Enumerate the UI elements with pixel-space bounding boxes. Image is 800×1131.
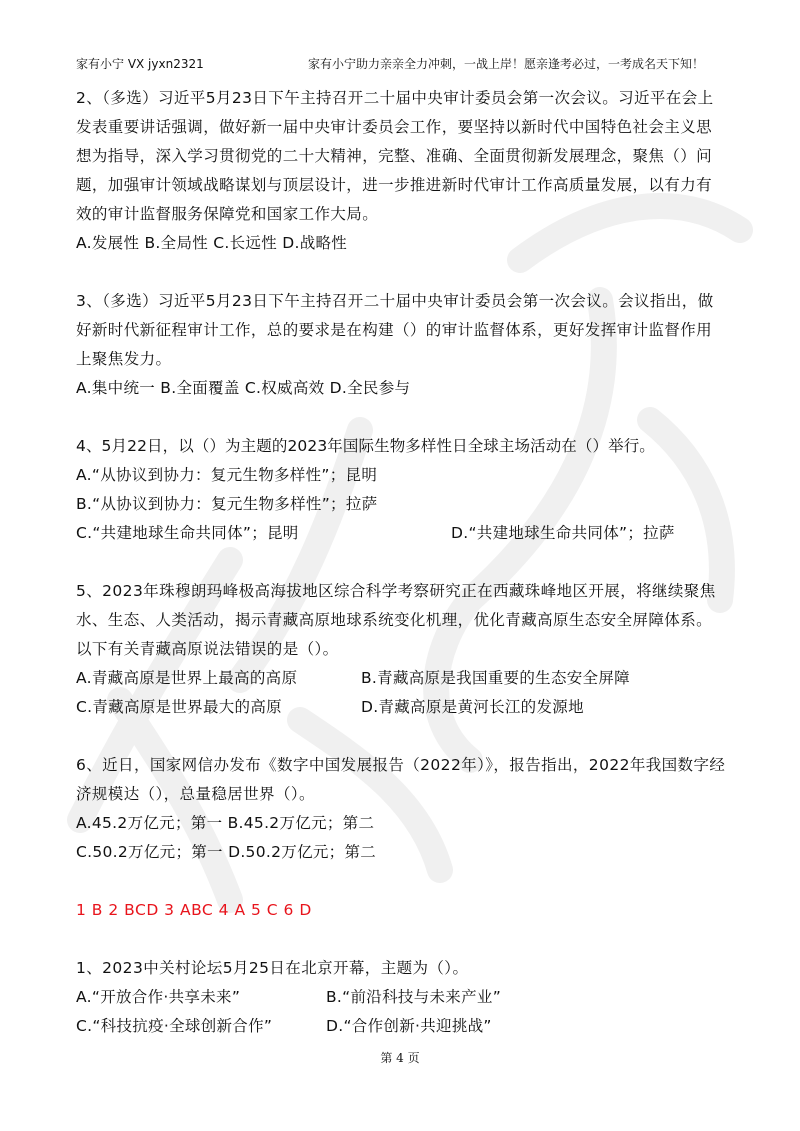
answer-key: 1 B 2 BCD 3 ABC 4 A 5 C 6 D bbox=[76, 901, 312, 919]
option-a: A.青藏高原是世界上最高的高原 bbox=[76, 669, 298, 687]
question-6 bbox=[76, 751, 726, 867]
option-a: A.“开放合作·共享未来” bbox=[76, 988, 241, 1006]
option-row bbox=[76, 1012, 726, 1041]
option-row bbox=[76, 664, 726, 693]
header-left-text: 家有小宁 VX jyxn2321 bbox=[76, 57, 204, 71]
question-text: 1、2023中关村论坛5月25日在北京开幕，主题为（）。 bbox=[76, 959, 469, 977]
question-text: 6、近日，国家网信办发布《数字中国发展报告（2022年）》，报告指出，2022年我国数字经济规模达（），总量稳居世界（）。 bbox=[76, 756, 726, 803]
question-2 bbox=[76, 84, 726, 258]
options-line-1: A.45.2万亿元；第一 B.45.2万亿元；第二 bbox=[76, 814, 375, 832]
question-5 bbox=[76, 577, 726, 722]
option-b: B.青藏高原是我国重要的生态安全屏障 bbox=[361, 669, 630, 687]
header-right-text: 家有小宁助力亲亲全力冲刺，一战上岸！愿亲逢考必过，一考成名天下知！ bbox=[308, 57, 705, 71]
question-3 bbox=[76, 287, 726, 403]
question-options: A.集中统一 B.全面覆盖 C.权威高效 D.全民参与 bbox=[76, 379, 411, 397]
page-content bbox=[76, 84, 726, 1070]
page-number: 第 4 页 bbox=[380, 1051, 420, 1065]
option-row bbox=[76, 983, 726, 1012]
page-header bbox=[76, 55, 736, 75]
question-text: 5、2023年珠穆朗玛峰极高海拔地区综合科学考察研究正在西藏珠峰地区开展，将继续聚焦水、生态、人类活动，揭示青藏高原地球系统变化机理，优化青藏高原生态安全屏障体系。以下有关青藏高原说法错误的是（）。 bbox=[76, 582, 716, 658]
question-options: A.发展性 B.全局性 C.长远性 D.战略性 bbox=[76, 234, 348, 252]
option-b: B.“从协议到协力：复元生物多样性”；拉萨 bbox=[76, 495, 378, 513]
option-d: D.青藏高原是黄河长江的发源地 bbox=[361, 698, 584, 716]
option-c: C.“科技抗疫·全球创新合作” bbox=[76, 1017, 273, 1035]
option-d: D.“共建地球生命共同体”；拉萨 bbox=[451, 524, 675, 542]
option-row bbox=[76, 693, 726, 722]
option-a: A.“从协议到协力：复元生物多样性”；昆明 bbox=[76, 466, 378, 484]
option-c: C.“共建地球生命共同体”；昆明 bbox=[76, 524, 299, 542]
options-line-2: C.50.2万亿元；第一 D.50.2万亿元；第二 bbox=[76, 843, 377, 861]
question-text: 2、（多选）习近平5月23日下午主持召开二十届中央审计委员会第一次会议。习近平在会上发表重要讲话强调，做好新一届中央审计委员会工作，要坚持以新时代中国特色社会主义思想为指导，深入学习贯彻党的二十大精神，完整、准确、全面贯彻新发展理念，聚焦（）问题，加强审计领域战略谋划与顶层设计，进一步推进新时代审计工作高质量发展，以有力有效的审计监督服务保障党和国家工作大局。 bbox=[76, 89, 714, 223]
option-b: B.“前沿科技与未来产业” bbox=[326, 988, 502, 1006]
option-c: C.青藏高原是世界最大的高原 bbox=[76, 698, 282, 716]
option-d: D.“合作创新·共迎挑战” bbox=[326, 1017, 492, 1035]
option-row bbox=[76, 519, 726, 548]
question-next-1 bbox=[76, 954, 726, 1041]
question-text: 3、（多选）习近平5月23日下午主持召开二十届中央审计委员会第一次会议。会议指出，做好新时代新征程审计工作，总的要求是在构建（）的审计监督体系，更好发挥审计监督作用上聚焦发力。 bbox=[76, 292, 714, 368]
question-4 bbox=[76, 432, 726, 548]
question-text: 4、5月22日，以（）为主题的2023年国际生物多样性日全球主场活动在（）举行。 bbox=[76, 437, 655, 455]
